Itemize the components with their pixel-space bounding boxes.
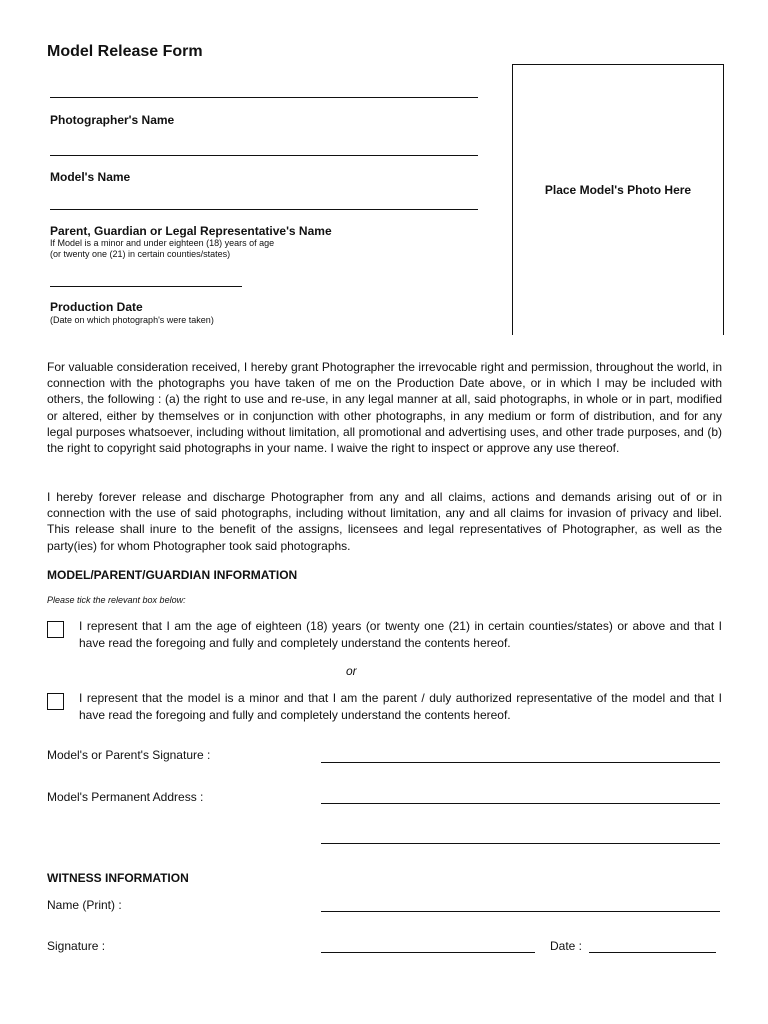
model-signature-line[interactable]: [321, 762, 720, 763]
photo-box-label: Place Model's Photo Here: [544, 183, 692, 197]
guardian-name-line[interactable]: [50, 209, 478, 210]
model-name-line[interactable]: [50, 155, 478, 156]
guardian-name-label: Parent, Guardian or Legal Representative's Name: [50, 224, 332, 238]
model-section-heading: MODEL/PARENT/GUARDIAN INFORMATION: [47, 568, 298, 582]
production-date-note: (Date on which photograph's were taken): [50, 315, 214, 325]
model-address-line-2[interactable]: [321, 843, 720, 844]
adult-checkbox[interactable]: [47, 621, 64, 638]
witness-name-label: Name (Print) :: [47, 898, 122, 912]
guardian-note-2: (or twenty one (21) in certain counties/states): [50, 249, 231, 259]
witness-name-line[interactable]: [321, 911, 720, 912]
production-date-line[interactable]: [50, 286, 242, 287]
form-title: Model Release Form: [47, 43, 203, 60]
tick-instruction: Please tick the relevant box below:: [47, 595, 186, 605]
grant-paragraph: For valuable consideration received, I hereby grant Photographer the irrevocable right and permission, throughout the world, in connection with the photographs you have taken of me on the Production Date above, or in which I may be included with others, the following : (a) the right to use and re-use, in any legal manner at all, said photographs, in whole or in part, modified or altered, either by themselves or in conjunction with other photographs, in any medium or form of distribution, and for any legal purposes whatsoever, including without limitation, all promotional and advertising uses, and other trade purposes, and (b) the right to copyright said photographs in your name. I waive the right to inspect or approve any use thereof.: [47, 360, 722, 456]
witness-signature-line[interactable]: [321, 952, 535, 953]
photographer-name-line[interactable]: [50, 97, 478, 98]
release-paragraph: I hereby forever release and discharge Photographer from any and all claims, actions and demands arising out of or in connection with the use of said photographs, including without limitation, any and all claims for invasion of privacy and libel. This release shall inure to the benefit of the assigns, licensees and legal representatives of Photographer, as well as the party(ies) for whom Photographer took said photographs.: [47, 490, 722, 553]
guardian-note-1: If Model is a minor and under eighteen (18) years of age: [50, 238, 275, 248]
model-signature-label: Model's or Parent's Signature :: [47, 748, 211, 762]
minor-checkbox[interactable]: [47, 693, 64, 710]
production-date-label: Production Date: [50, 300, 143, 314]
adult-option-text: I represent that I am the age of eighteen (18) years (or twenty one (21) in certain counties/states) or above and that I have read the foregoing and fully and completely understand the contents hereof.: [79, 619, 722, 650]
model-address-label: Model's Permanent Address :: [47, 790, 204, 804]
minor-option-text: I represent that the model is a minor and that I am the parent / duly authorized representative of the model and that I have read the foregoing and fully and completely understand the contents hereof.: [79, 691, 722, 722]
model-address-line-1[interactable]: [321, 803, 720, 804]
model-name-label: Model's Name: [50, 170, 131, 184]
model-photo-box[interactable]: [512, 64, 724, 335]
witness-signature-label: Signature :: [47, 939, 106, 953]
witness-date-label: Date :: [550, 939, 583, 953]
witness-date-line[interactable]: [589, 952, 716, 953]
or-separator: or: [346, 664, 357, 678]
photographer-name-label: Photographer's Name: [50, 113, 175, 127]
witness-section-heading: WITNESS INFORMATION: [47, 871, 189, 885]
